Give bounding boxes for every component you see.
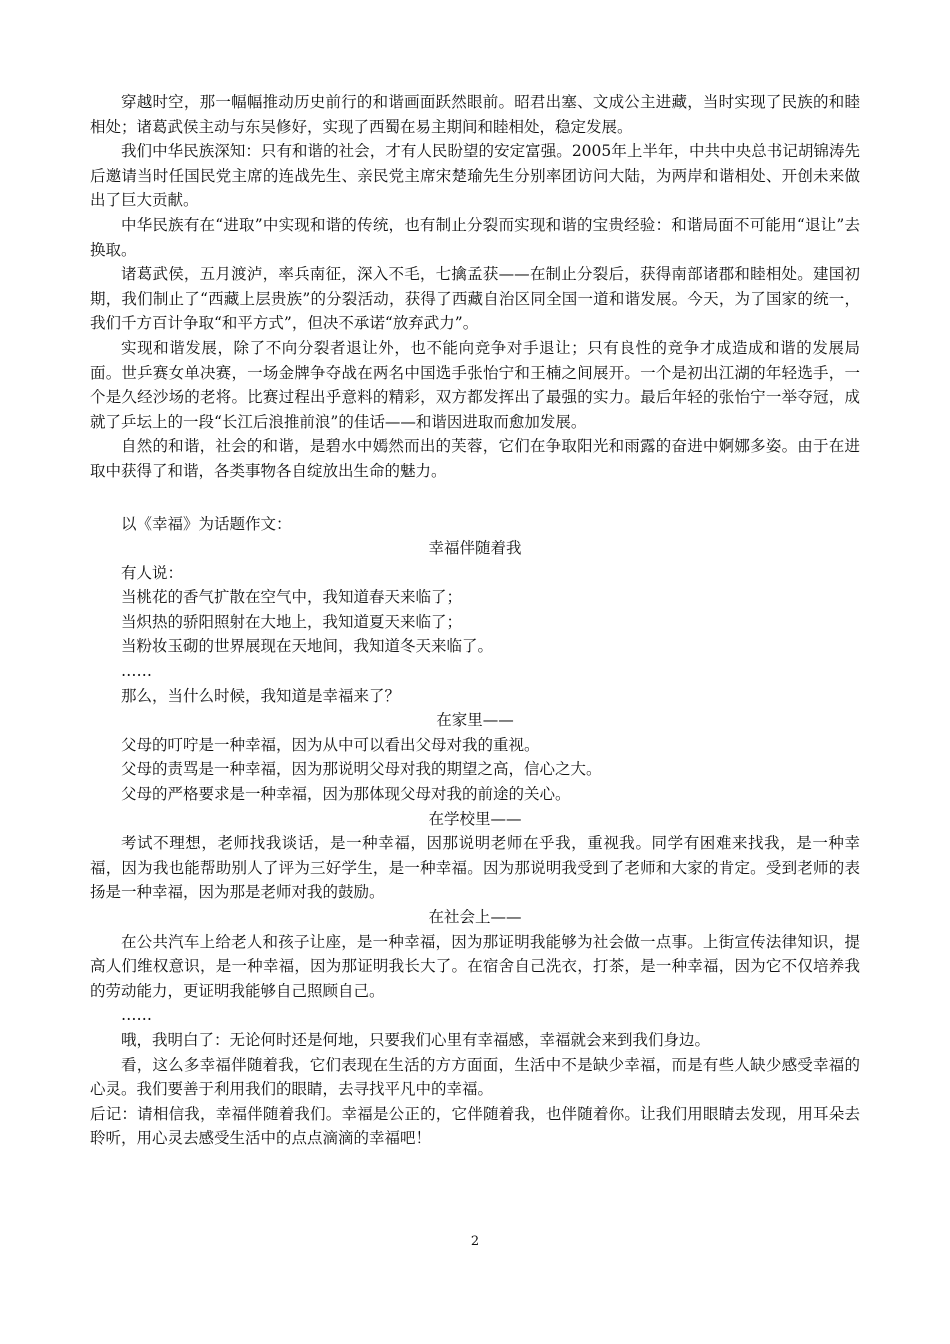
essay2-question: 那么，当什么时候，我知道是幸福来了？ bbox=[121, 686, 401, 705]
essay2-topic: 以《幸福》为话题作文： bbox=[121, 514, 292, 533]
essay1-paragraph-3: 中华民族有在“进取”中实现和谐的传统，也有制止分裂而实现和谐的宝贵经验：和谐局面不可能用“退让”去换取。 bbox=[90, 215, 860, 259]
essay1-paragraph-2: 我们中华民族深知：只有和谐的社会，才有人民盼望的安定富强。2005年上半年，中共中央总书记胡锦涛先后邀请当时任国民党主席的连战先生、亲民党主席宋楚瑜先生分别率团访问大陆，为两岸和谐相处、开创未来做出了巨大贡献。 bbox=[90, 142, 860, 210]
essay2-title: 幸福伴随着我 bbox=[428, 539, 522, 558]
realization-paragraph: 哦，我明白了：无论何时还是何地，只要我们心里有幸福感，幸福就会来到我们身边。 bbox=[121, 1030, 711, 1049]
home-line-3: 父母的严格要求是一种幸福，因为那体现父母对我的前途的关心。 bbox=[121, 785, 571, 804]
school-paragraph: 考试不理想，老师找我谈话，是一种幸福，因那说明老师在乎我，重视我。同学有困难来找我，是一种幸福，因为我也能帮助别人了评为三好学生，是一种幸福。因为那说明我受到了老师和大家的肯定。受到老师的表扬是一种幸福，因为那是老师对我的鼓励。 bbox=[90, 834, 860, 902]
postscript-paragraph: 后记：请相信我，幸福伴随着我们。幸福是公正的，它伴随着我，也伴随着你。让我们用眼睛去发现，用耳朵去聆听，用心灵去感受生活中的点点滴滴的幸福吧！ bbox=[90, 1104, 860, 1148]
essay2-line-winter: 当粉妆玉砌的世界展现在天地间，我知道冬天来临了。 bbox=[121, 637, 494, 656]
essay2-line-summer: 当炽热的骄阳照射在大地上，我知道夏天来临了； bbox=[121, 612, 463, 631]
essay2-intro: 有人说： bbox=[121, 563, 184, 582]
school-heading: 在学校里—— bbox=[428, 809, 522, 828]
page-number: 2 bbox=[470, 1234, 480, 1249]
essay1-paragraph-6: 自然的和谐，社会的和谐，是碧水中嫣然而出的芙蓉，它们在争取阳光和雨露的奋进中婀娜多姿。由于在进取中获得了和谐，各类事物各自绽放出生命的魅力。 bbox=[90, 437, 860, 480]
society-heading: 在社会上—— bbox=[428, 908, 522, 926]
document-body bbox=[90, 90, 860, 1151]
home-line-1: 父母的叮咛是一种幸福，因为从中可以看出父母对我的重视。 bbox=[121, 735, 540, 754]
society-paragraph: 在公共汽车上给老人和孩子让座，是一种幸福，因为那证明我能够为社会做一点事。上街宣传法律知识，提高人们维权意识，是一种幸福，因为那证明我长大了。在宿舍自己洗衣，打茶，是一种幸福，因为它不仅培养我的劳动能力，更证明我能够自己照顾自己。 bbox=[90, 932, 860, 1000]
section-gap bbox=[90, 484, 860, 512]
essay1-paragraph-5: 实现和谐发展，除了不向分裂者退让外，也不能向竞争对手退让；只有良性的竞争才成造成和谐的发展局面。世乒赛女单决赛，一场金牌争夺战在两名中国选手张怡宁和王楠之间展开。一个是初出江湖的年轻选手，一个是久经沙场的老将。比赛过程出乎意料的精彩，双方都发挥出了最强的实力。最后年轻的张怡宁一举夺冠，成就了乒坛上的一段“长江后浪推前浪”的佳话——和谐因进取而愈加发展。 bbox=[90, 338, 860, 431]
conclusion-paragraph: 看，这么多幸福伴随着我，它们表现在生活的方方面面，生活中不是缺少幸福，而是有些人缺少感受幸福的心灵。我们要善于利用我们的眼睛，去寻找平凡中的幸福。 bbox=[90, 1055, 860, 1099]
essay2-ellipsis: …… bbox=[121, 662, 152, 681]
essay1-paragraph-4: 诸葛武侯，五月渡泸，率兵南征，深入不毛，七擒孟获——在制止分裂后，获得南部诸郡和睦相处。建国初期，我们制止了“西藏上层贵族”的分裂活动，获得了西藏自治区同全国一道和谐发展。今天，为了国家的统一，我们千方百计争取“和平方式”，但决不承诺“放弃武力”。 bbox=[90, 265, 860, 333]
essay2-line-spring: 当桃花的香气扩散在空气中，我知道春天来临了； bbox=[121, 588, 463, 607]
home-heading: 在家里—— bbox=[436, 711, 514, 730]
home-line-2: 父母的责骂是一种幸福，因为那说明父母对我的期望之高，信心之大。 bbox=[121, 760, 602, 779]
essay1-paragraph-1: 穿越时空，那一幅幅推动历史前行的和谐画面跃然眼前。昭君出塞、文成公主进藏，当时实现了民族的和睦相处；诸葛武侯主动与东吴修好，实现了西蜀在易主期间和睦相处，稳定发展。 bbox=[90, 93, 860, 136]
essay2-ellipsis-2: …… bbox=[121, 1006, 152, 1025]
